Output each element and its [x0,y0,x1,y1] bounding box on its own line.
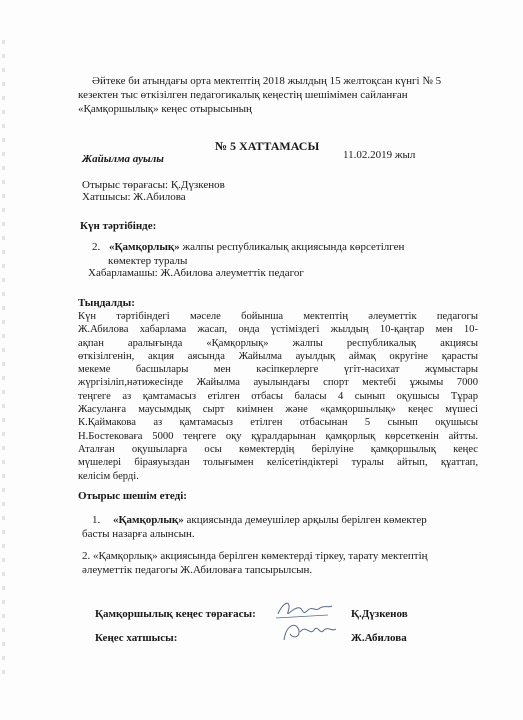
scan-edge-marks [2,40,5,680]
decision-item-1-line2: басты назарға алынсын. [82,528,195,540]
agenda-item-1 [92,240,404,254]
secretary-handwritten-signature [276,618,342,646]
heard-line: Ж.Абилова хабарлама жасап, онда үстіміздегі жылдың 10-қаңтар мен 10- [78,324,478,336]
heard-line: теңгеге аз қамтамасыз етілген отбасы баласы 4 сынып оқушысы Тұрар [78,390,478,402]
decision-item-1 [92,513,427,527]
heard-line: мүшелері біраяуыздан толығымен келісетіндіктері туралы айтып, құаттап, [78,457,478,469]
heard-line: мекеме басшылары мен кәсіпкерлерге үгіт-насихат жұмыстары [78,364,478,376]
agenda-item-number: 2. [92,241,101,253]
heard-line: жүргізіліп,нәтижесінде Жайылма ауылындағы спорт мектебі ұжымы 7000 [78,377,478,389]
agenda-item-bold: «Қамқорлық» [109,241,180,253]
header-line-3: «Қамқоршылық» кеңес отырысының [78,103,252,115]
heard-heading: Тыңдалды: [78,297,135,309]
heard-line: Н.Бостековаға 5000 теңгеге оқу құралдарынан қамқорлық көрсеткенін айтты. [78,430,478,442]
decision-item-bold: «Қамқорлық» [113,514,184,526]
chair-signature-label: Қамқоршылық кеңес төрағасы: [95,608,256,620]
agenda-item-text: жалпы республикалық акциясында көрсетілген [179,241,405,253]
header-line-2: кезектен тыс өткізілген педагогикалық кеңестің шешімімен сайланған [78,89,408,101]
heard-paragraph [78,310,478,483]
heard-line: Жасуланға маусымдық сырт киімнен және «қамқоршылық» кеңес мүшесі [78,404,478,416]
chair-signature-name: Қ.Дүзкенов [351,608,408,620]
heard-line: Күн тәртібіндегі мәселе бойынша мектептің әлеуметтік педагогы [78,311,478,322]
decision-item-text: акциясында демеушілер арқылы берілген көмектер [183,514,427,526]
heard-line: өткізілгенін, акция аясында Жайылма ауылдық аймақ округіне қарасты [78,350,478,362]
header-line-1: Әйтеке би атындағы орта мектептің 2018 жылдың 15 желтоқсан күнгі № 5 [92,75,442,87]
decision-item-2-line2: әлеуметтік педагогы Ж.Абиловаға тапсырылсын. [82,564,313,576]
document-date: 11.02.2019 жыл [343,149,416,161]
secretary-line: Хатшысы: Ж.Абилова [82,191,186,203]
heard-line: келісім берді. [78,470,139,482]
chair-line: Отырыс төрағасы: Қ.Дүзкенов [82,179,225,191]
decision-item-2-line1: 2. «Қамқорлық» акциясында берілген көмектерді тіркеу, тарату мектептің [82,550,428,562]
agenda-heading: Күн тәртібінде: [80,220,157,232]
secretary-signature-name: Ж.Абилова [351,632,407,644]
agenda-item-line2: көмектер туралы [108,255,188,267]
agenda-speaker: Хабарламашы: Ж.Абилова әлеуметтік педагог [88,267,304,279]
heard-line: К.Қаймакова аз қамтамасыз етілген отбасынан 5 сынып оқушысы [78,417,478,429]
secretary-signature-label: Кеңес хатшысы: [95,632,178,644]
place-name: Жайылма ауылы [82,153,164,165]
heard-line: ақпан аралығында «Қамқорлық» жалпы республикалық акциясы [78,337,478,349]
decision-heading: Отырыс шешім етеді: [78,490,187,502]
document-title: № 5 ХАТТАМАСЫ [215,139,320,153]
heard-line: Аталған оқушыларға осы көмектердің берілуіне қамқоршылық кеңес [78,443,478,455]
decision-item-number: 1. [92,514,101,526]
header-block [78,74,472,116]
